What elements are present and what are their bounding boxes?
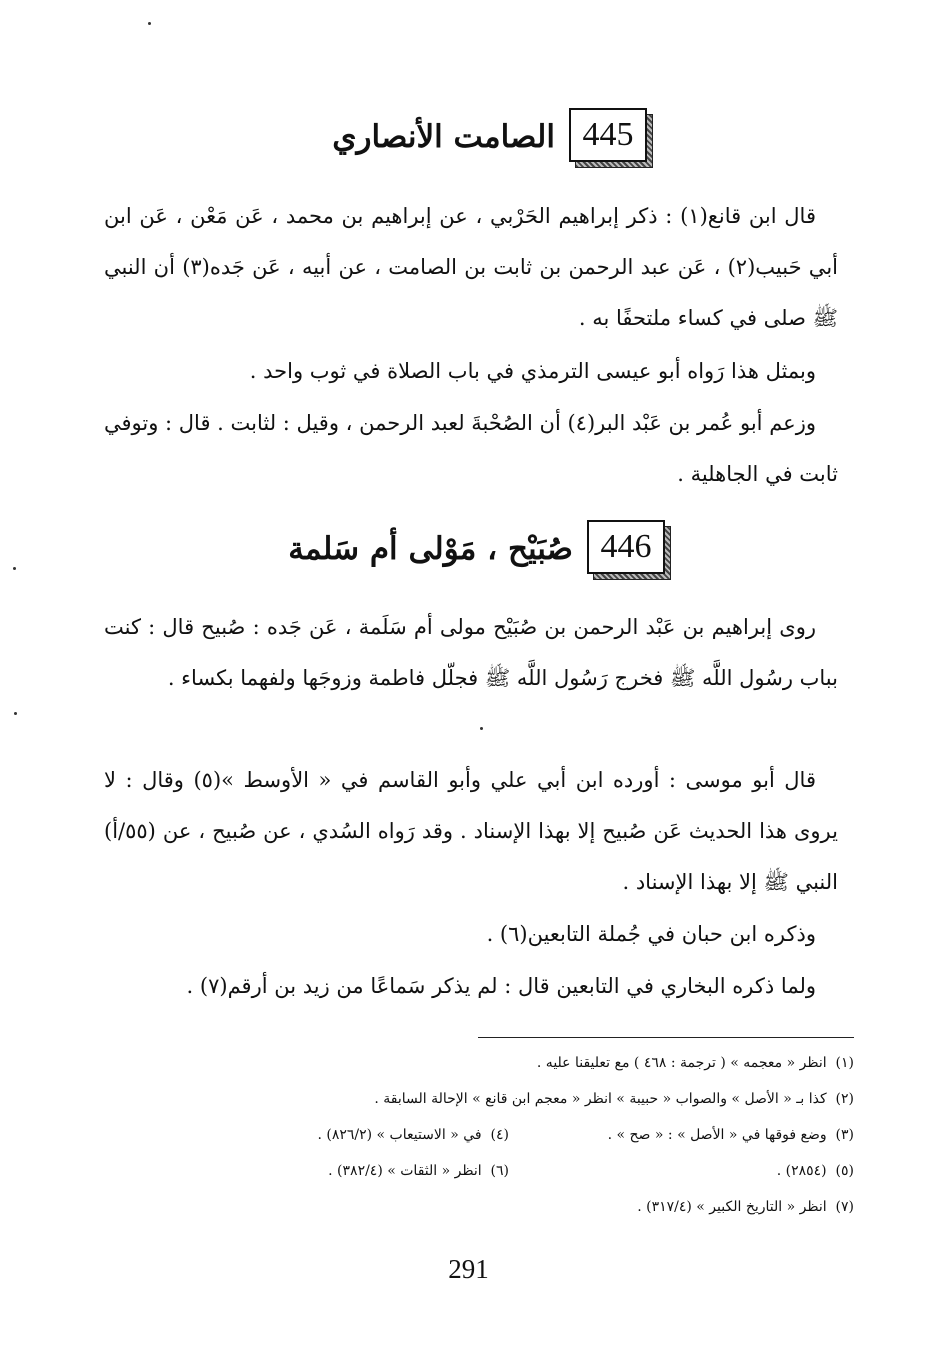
footnote-number: (٣) (835, 1127, 854, 1143)
footnote-number: (١) (835, 1055, 854, 1071)
entry-heading-445 (332, 108, 651, 166)
paragraph: ولما ذكره البخاري في التابعين قال : لم يذكر سَماعًا من زيد بن أرقم(٧) . (186, 974, 816, 998)
paragraph: وزعم أبو عُمر بن عَبْد البر(٤) أن الصُحْبةَ لعبد الرحمن ، وقيل : لثابت . قال : وتوفي ثابت في الجاهلية . (104, 411, 838, 486)
footnote-item (509, 1153, 854, 1189)
scan-speck (480, 727, 483, 730)
footnote-text: في « الاستيعاب » (٨٢٦/٢) . (317, 1127, 482, 1143)
footnote-number: (٢) (835, 1091, 854, 1107)
footnote-item (328, 1153, 509, 1189)
footnote-row (150, 1081, 854, 1117)
paragraph: قال أبو موسى : أورده ابن أبي علي وأبو القاسم في « الأوسط »(٥) وقال : لا يروى هذا الحديث عَن صُبيح إلا بهذا الإسناد . وقد رَواه السُدي ، عن صُبيح ، عن (٥٥/أ) النبي ﷺ إلا بهذا الإسناد . (104, 768, 838, 894)
paragraph: وبمثل هذا رَواه أبو عيسى الترمذي في باب الصلاة في ثوب واحد . (249, 359, 816, 383)
footnote-text: كذا بـ « الأصل » والصواب « حبيبة » انظر « معجم ابن قانع » الإحالة السابقة . (374, 1091, 827, 1107)
footnotes (150, 1045, 854, 1225)
footnote-item (317, 1117, 509, 1153)
paragraph: قال ابن قانع(١) : ذكر إبراهيم الحَرْبي ، عن إبراهيم بن محمد ، عَن مَعْن ، عَن ابن أبي حَبيب(٢) ، عَن عبد الرحمن بن ثابت بن الصامت ، عن أبيه ، عَن جَده(٣) أن النبي ﷺ صلى في كساء ملتحفًا به . (104, 204, 838, 330)
footnote-text: انظر « التاريخ الكبير » (٣١٧/٤) . (637, 1199, 827, 1215)
footnote-item (509, 1117, 854, 1153)
footnote-row (150, 1045, 854, 1081)
footnote-number: (٧) (835, 1199, 854, 1215)
scan-speck (14, 712, 17, 715)
footnote-number: (٤) (490, 1127, 509, 1143)
footnote-row (150, 1189, 854, 1225)
footnote-row (150, 1153, 854, 1189)
page-number: 291 (448, 1254, 489, 1284)
entry-number-badge (569, 108, 651, 166)
scan-speck (13, 567, 16, 570)
entry-number: 446 (587, 520, 665, 574)
footnote-text: (٢٨٥٤) . (776, 1163, 827, 1179)
entry-number: 445 (569, 108, 647, 162)
footnote-text: وضع فوقها في « الأصل » : « صح » . (607, 1127, 827, 1143)
entry-title: صُبَيْح ، مَوْلى أم سَلمة (288, 531, 573, 567)
scan-speck (148, 22, 151, 25)
paragraph: وذكره ابن حبان في جُملة التابعين(٦) . (486, 922, 816, 946)
entry-heading-446 (288, 520, 669, 578)
entry-number-badge (587, 520, 669, 578)
footnote-text: انظر « معجمه » ( ترجمة : ٤٦٨ ) مع تعليقنا عليه . (536, 1055, 827, 1071)
footnote-text: انظر « الثقات » (٣٨٢/٤) . (328, 1163, 482, 1179)
footnote-row (150, 1117, 854, 1153)
footnote-number: (٥) (835, 1163, 854, 1179)
entry-title: الصامت الأنصاري (332, 119, 555, 155)
footnote-number: (٦) (490, 1163, 509, 1179)
paragraph: روى إبراهيم بن عَبْد الرحمن بن صُبَيْح مولى أم سَلَمة ، عَن جَده : صُبيح قال : كنت بباب رسُول اللَّه ﷺ فخرج رَسُول اللَّه ﷺ فجلّل فاطمة وزوجَها ولفهما بكساء . (104, 615, 838, 690)
footnote-divider (478, 1037, 854, 1038)
